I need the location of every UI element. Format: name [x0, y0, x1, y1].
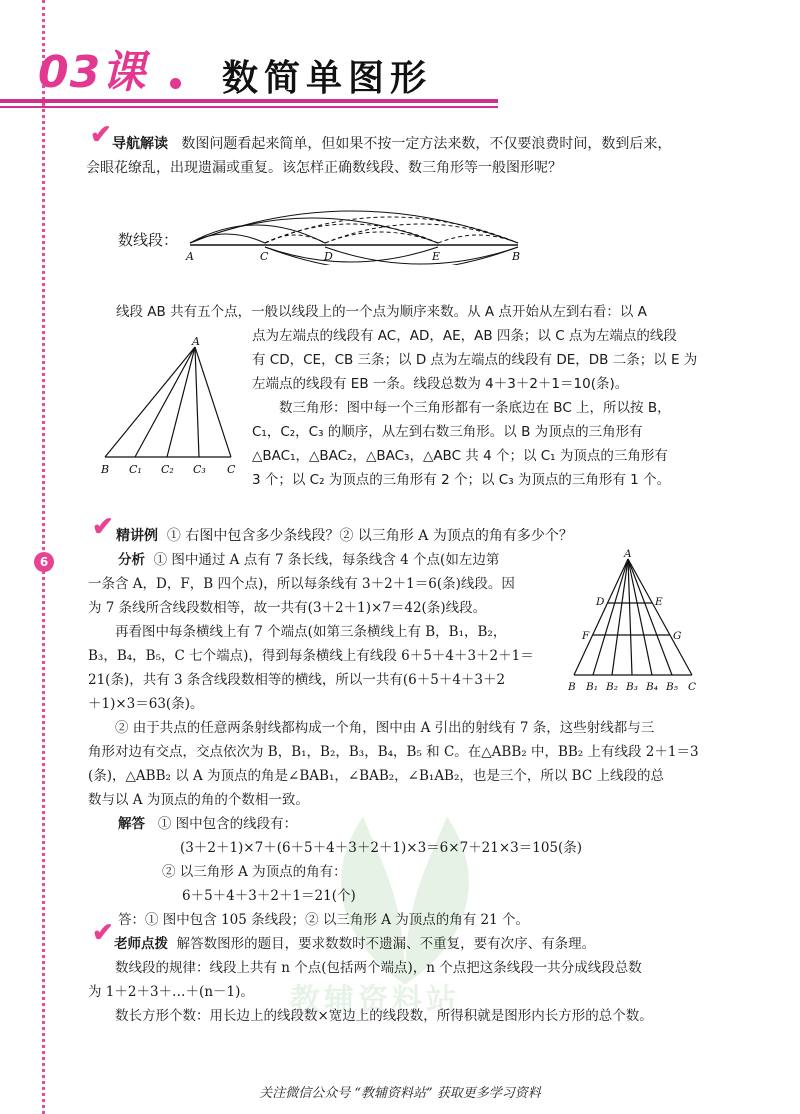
segment-text-7: △BAC₁，△BAC₂，△BAC₃，△ABC 共 4 个；以 C₁ 为顶点的三角形有 — [252, 448, 668, 464]
final-answer: 答：① 图中包含 105 条线段；② 以三角形 A 为顶点的角有 21 个。 — [118, 912, 530, 928]
analysis-text-5: B₃，B₄，B₅，C 七个端点)，得到每条横线上有线段 6＋5＋4＋3＋2＋1＝ — [88, 648, 534, 664]
solution-block — [118, 812, 718, 836]
analysis-text-1: ① 图中通过 A 点有 7 条长线，每条线含 4 个点(如左边第 — [153, 552, 500, 568]
seg-point-a: A — [186, 250, 194, 263]
analysis-block — [118, 548, 568, 572]
intro-paragraph-2 — [86, 156, 726, 180]
check-icon-2: ✔ — [92, 512, 114, 542]
triangle-diagram-2 — [560, 545, 710, 695]
analysis-b-4: 数与以 A 为顶点的角的个数相一致。 — [88, 792, 309, 808]
segment-text-4: 左端点的线段有 EB 一条。线段总数为 4＋3＋2＋1＝10(条)。 — [252, 376, 629, 392]
segment-paragraph-2 — [252, 324, 722, 492]
title-dot — [170, 78, 181, 89]
example-question: ① 右图中包含多少条线段？② 以三角形 A 为顶点的角有多少个？ — [166, 528, 573, 544]
check-icon: ✔ — [90, 120, 112, 150]
tri2-base-0: B — [568, 681, 576, 693]
segment-text-5: 数三角形：图中每一个三角形都有一条底边在 BC 上，所以按 B， — [279, 400, 671, 416]
check-icon-3: ✔ — [92, 918, 114, 948]
seg-point-e: E — [432, 250, 441, 263]
seg-point-b: B — [512, 250, 521, 263]
tips-block — [114, 932, 734, 956]
segment-text-2: 点为左端点的线段有 AC，AD，AE，AB 四条；以 C 点为左端点的线段 — [252, 328, 677, 344]
analysis-tag: 分析 — [118, 552, 145, 568]
tips-block-2 — [88, 956, 728, 1028]
analysis-text-3: 为 7 条线所含线段数相等，故一共有(3＋2＋1)×7＝42(条)线段。 — [88, 600, 487, 616]
segment-text-1: 线段 AB 共有五个点，一般以线段上的一个点为顺序来数。从 A 点开始从左到右看：以 A — [116, 304, 647, 320]
watermark-text: 教辅资料站 — [290, 983, 460, 1018]
solution-equation-2: 6＋5＋4＋3＋2＋1＝21(个) — [182, 888, 356, 904]
tri1-base-4: C — [227, 463, 236, 476]
segment-label: 数线段： — [118, 231, 179, 249]
intro-text-1: 数图问题看起来简单，但如果不按一定方法来数，不仅要浪费时间，数到后来， — [181, 136, 672, 152]
tips-text-2: 数线段的规律：线段上共有 n 个点(包括两个端点)，n 个点把这条线段一共分成线段总数 — [115, 960, 642, 976]
tri2-base-6: C — [688, 681, 697, 693]
tips-text-1: 解答数图形的题目，要求数数时不遗漏、不重复，要有次序、有条理。 — [176, 936, 596, 952]
answer-tag: 解答 — [118, 816, 145, 832]
lesson-number: 03课 — [38, 47, 147, 98]
header-rule-thin — [0, 106, 498, 108]
tri2-base-4: B₄ — [646, 681, 658, 693]
segment-diagram — [180, 185, 530, 265]
segment-text-3: 有 CD，CE，CB 三条；以 D 点为左端点的线段有 DE，DB 二条；以 E 为 — [252, 352, 698, 368]
tri1-base-2: C₂ — [161, 463, 174, 476]
tips-text-4: 数长方形个数：用长边上的线段数×宽边上的线段数，所得积就是图形内长方形的总个数。 — [115, 1008, 653, 1024]
tri1-base-1: C₁ — [129, 463, 142, 476]
segment-paragraph — [116, 300, 716, 324]
analysis-text-2: 一条含 A，D，F，B 四个点)，所以每条线有 3＋2＋1＝6(条)线段。因 — [88, 576, 515, 592]
tri2-e: E — [655, 596, 663, 608]
solution-text-1: ① 图中包含的线段有： — [157, 816, 298, 832]
seg-point-c: C — [260, 250, 269, 263]
solution-text-3: ② 以三角形 A 为顶点的角有： — [162, 864, 347, 880]
example-tag: 精讲例 — [116, 528, 158, 544]
tri2-d: D — [596, 596, 605, 608]
analysis-text-4: 再看图中每条横线上有 7 个端点(如第三条横线上有 B，B₁，B₂， — [115, 624, 507, 640]
tips-text-3: 为 1＋2＋3＋…＋(n－1)。 — [88, 984, 254, 1000]
solution-equation-1: (3＋2＋1)×7＋(6＋5＋4＋3＋2＋1)×3＝6×7＋21×3＝105(条) — [180, 840, 583, 856]
tri2-base-1: B₁ — [586, 681, 598, 693]
seg-point-d: D — [324, 250, 333, 263]
page-title: 数简单图形 — [222, 58, 433, 99]
analysis-b-2: 角形对边有交点，交点依次为 B，B₁，B₂，B₃，B₄，B₅ 和 C。在△ABB₂ 中，BB₂ 上有线段 2＋1＝3 — [88, 744, 699, 760]
tri2-base-2: B₂ — [606, 681, 618, 693]
header-rule — [0, 99, 498, 103]
segment-text-8: 3 个；以 C₂ 为顶点的三角形有 2 个；以 C₃ 为顶点的三角形有 1 个。 — [252, 472, 671, 488]
triangle-diagram-1 — [95, 335, 245, 480]
tri2-apex: A — [624, 548, 632, 560]
tri2-base-5: B₅ — [666, 681, 678, 693]
intro-paragraph — [112, 132, 722, 156]
analysis-b-1: ② 由于共点的任意两条射线都构成一个角，图中由 A 引出的射线有 7 条，这些射线都与三 — [115, 720, 655, 736]
tri1-apex: A — [192, 335, 200, 348]
footer-note: 关注微信公众号 “教辅资料站” 获取更多学习资料 — [259, 1086, 541, 1101]
tri1-base-0: B — [101, 463, 110, 476]
tips-tag: 老师点拨 — [114, 936, 168, 952]
intro-text-2: 会眼花缭乱，出现遗漏或重复。该怎样正确数线段、数三角形等一般图形呢？ — [86, 160, 562, 176]
intro-tag: 导航解读 — [112, 136, 168, 152]
analysis-part2 — [88, 716, 728, 812]
segment-text-6: C₁，C₂，C₃ 的顺序，从左到右数三角形。以 B 为顶点的三角形有 — [252, 424, 643, 440]
tri2-base-3: B₃ — [626, 681, 638, 693]
tri2-g: G — [673, 630, 682, 642]
analysis-block-2 — [88, 572, 558, 716]
tri2-f: F — [582, 630, 590, 642]
analysis-b-3: (条)，△ABB₂ 以 A 为顶点的角是∠BAB₁，∠BAB₂，∠B₁AB₂，也是三个，所以 BC 上线段的总 — [88, 768, 664, 784]
analysis-text-6: 21(条)，共有 3 条含线段数相等的横线，所以一共有(6＋5＋4＋3＋2 — [88, 672, 506, 688]
tri1-base-3: C₃ — [193, 463, 206, 476]
page-number-badge: 6 — [34, 552, 54, 572]
analysis-text-7: ＋1)×3＝63(条)。 — [88, 696, 204, 712]
